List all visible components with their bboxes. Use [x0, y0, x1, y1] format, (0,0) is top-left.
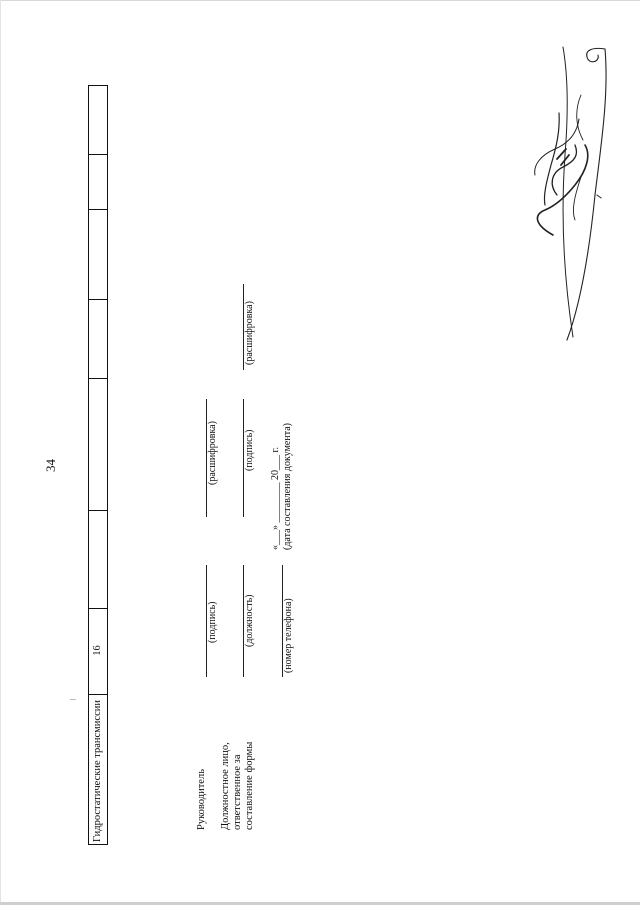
table-cell — [89, 510, 107, 608]
responsible-label-line3: составление формы — [244, 741, 255, 830]
table-row — [88, 85, 108, 845]
responsible-label-line1: Должностное лицо, — [220, 742, 231, 830]
decoding-caption: (расшифровка) — [244, 301, 255, 365]
page-number: 34 — [43, 459, 58, 472]
table-cell — [89, 378, 107, 510]
table-cell — [89, 299, 107, 378]
responsible-label-line2: ответственное за — [232, 754, 243, 830]
phone-caption: (номер телефона) — [283, 598, 294, 673]
date-caption: (дата составления документа) — [282, 423, 293, 550]
head-label: Руководитель — [196, 769, 207, 830]
position-caption: (должность) — [244, 594, 255, 647]
head-signature-caption: (подпись) — [207, 601, 218, 643]
table-cell — [89, 154, 107, 209]
signature-caption: (подпись) — [244, 429, 255, 471]
table-cell — [89, 94, 107, 154]
scan-artifact — [70, 699, 76, 700]
row-code-cell: 16 — [89, 608, 107, 694]
table-cell — [89, 209, 107, 299]
row-label-cell: Гидростатические трансмиссии — [89, 694, 107, 844]
date-line: «___» ________ 20___ г. — [270, 447, 281, 550]
head-decoding-caption: (расшифровка) — [207, 421, 218, 485]
